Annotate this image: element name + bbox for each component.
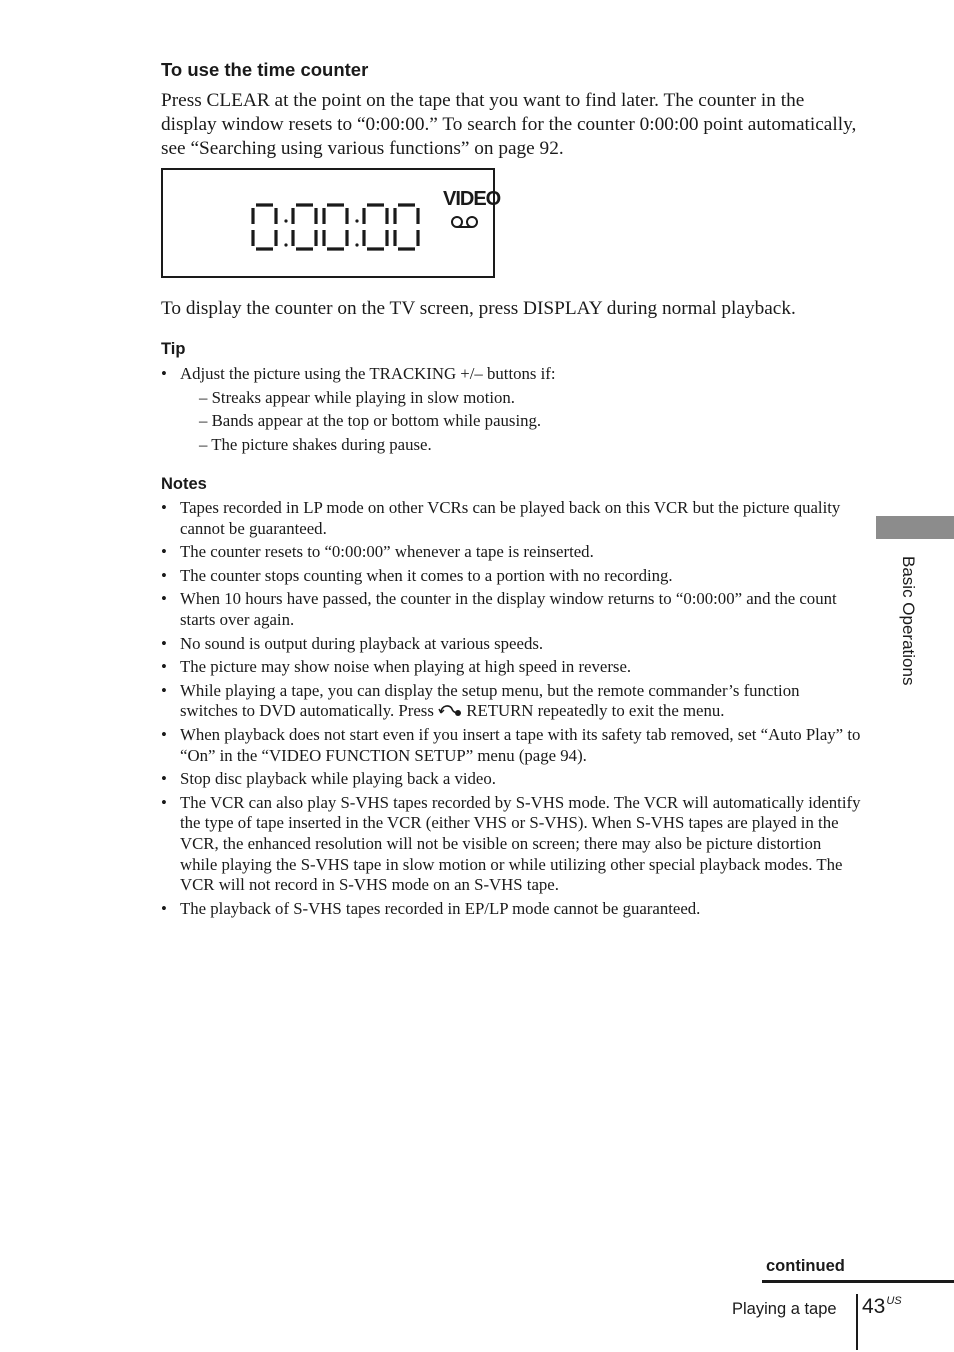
list-item (161, 725, 861, 766)
colon-dot (284, 219, 287, 222)
notes-heading: Notes (161, 475, 207, 493)
display-counter-paragraph: To display the counter on the TV screen, press DISPLAY during normal playback. (161, 298, 796, 319)
bullet: • (161, 364, 167, 383)
continued-rule (762, 1280, 954, 1283)
list-item (161, 657, 861, 678)
note-text: Stop disc playback while playing back a video. (180, 769, 496, 789)
colon-dot (355, 219, 358, 222)
page-number-suffix: US (886, 1295, 902, 1307)
bullet: • (161, 724, 167, 744)
note-text: When playback does not start even if you insert a tape with its safety tab removed, set “Auto Play” to “On” in the “VIDEO FUNCTION SETUP” menu (page 94). (180, 724, 861, 765)
tip-text: Adjust the picture using the TRACKING +/– buttons if: (180, 364, 556, 383)
section-side-label: Basic Operations (899, 556, 918, 686)
notes-list (161, 498, 861, 922)
footer-divider (856, 1294, 858, 1350)
tip-heading: Tip (161, 340, 186, 358)
bullet: • (161, 898, 167, 918)
tip-sub-item: – Streaks appear while playing in slow motion. (199, 387, 515, 407)
note-text-tail: RETURN repeatedly to exit the menu. (466, 701, 725, 721)
note-text: The VCR can also play S-VHS tapes recorded by S-VHS mode. The VCR will automatically identify the type of tape inserted in the VCR (either VHS or S-VHS). When S-VHS tapes are played in the VCR, the enhanced resolution will not be visible on screen; there may also be picture distortion while playing the S-VHS tape in slow motion or while utilizing other special playback modes. The VCR will not record in S-VHS mode on an S-VHS tape. (180, 792, 861, 895)
note-text: The counter resets to “0:00:00” whenever a tape is reinserted. (180, 542, 594, 562)
bullet: • (161, 542, 167, 562)
colon-dot (355, 243, 358, 246)
footer-section-name: Playing a tape (732, 1300, 837, 1318)
display-window-illustration (161, 168, 501, 278)
bullet: • (161, 769, 167, 789)
cassette-tape-icon (452, 217, 477, 227)
note-text: While playing a tape, you can display the setup menu, but the remote commander’s function switches to DVD automatically. Press (180, 680, 800, 721)
tip-sub-item: – The picture shakes during pause. (199, 434, 432, 454)
section-heading: To use the time counter (161, 59, 369, 80)
page-number-value: 43 (862, 1295, 886, 1318)
bullet: • (161, 680, 167, 700)
colon-dot (284, 243, 287, 246)
intro-paragraph: Press CLEAR at the point on the tape that you want to find later. The counter in the display window resets to “0:00:00.” To search for the counter 0:00:00 point automatically, see “Searching using various functions” on page 92. (161, 90, 857, 159)
list-item (161, 793, 861, 896)
counter-display (163, 170, 501, 276)
list-item (161, 589, 861, 630)
tip-list (161, 364, 861, 455)
note-text: No sound is output during playback at various speeds. (180, 633, 544, 653)
video-mode-label: VIDEO (443, 188, 501, 210)
list-item (161, 542, 861, 563)
return-arrow-icon (438, 702, 462, 718)
note-text: The playback of S-VHS tapes recorded in EP/LP mode cannot be guaranteed. (180, 898, 701, 918)
list-item (161, 769, 861, 790)
bullet: • (161, 657, 167, 677)
bullet: • (161, 565, 167, 585)
note-text: The counter stops counting when it comes to a portion with no recording. (180, 565, 673, 585)
list-item (161, 681, 861, 722)
list-item (161, 364, 861, 455)
note-text: When 10 hours have passed, the counter in the display window returns to “0:00:00” and the count starts over again. (180, 589, 837, 629)
list-item (161, 899, 861, 920)
note-text: The picture may show noise when playing at high speed in reverse. (180, 657, 632, 677)
bullet: • (161, 589, 167, 609)
bullet: • (161, 633, 167, 653)
tip-sub-item: – Bands appear at the top or bottom while pausing. (199, 411, 542, 431)
list-item (161, 634, 861, 655)
continued-label: continued (766, 1257, 845, 1275)
bullet: • (161, 792, 167, 812)
section-tab-marker (876, 516, 954, 539)
bullet: • (161, 498, 167, 517)
list-item (161, 498, 861, 539)
page-number (862, 1295, 902, 1319)
note-text: Tapes recorded in LP mode on other VCRs can be played back on this VCR but the picture quality cannot be guaranteed. (180, 498, 841, 538)
list-item (161, 566, 861, 587)
